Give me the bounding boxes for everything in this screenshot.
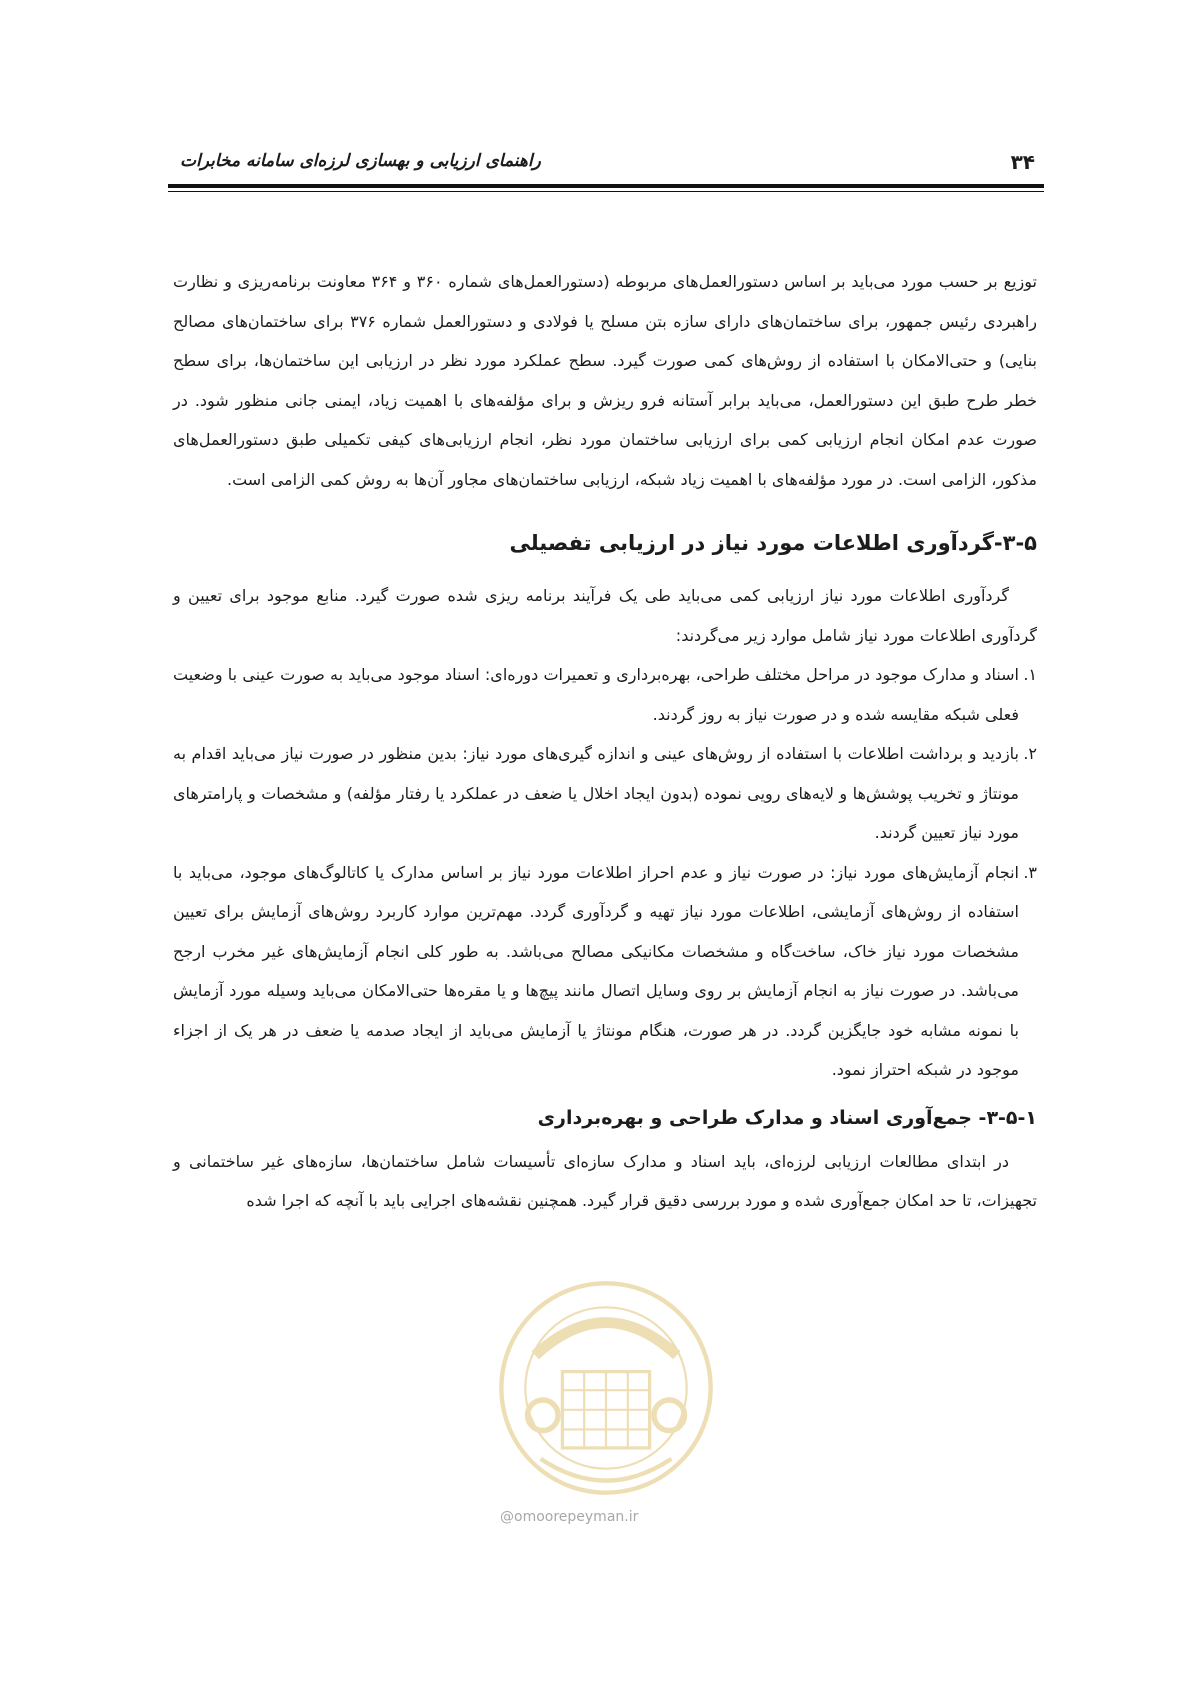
subsection-heading: ۳-۵-۱- جمع‌آوری اسناد و مدارک طراحی و بهره‌برداری bbox=[537, 1106, 1037, 1129]
list-item-text: انجام آزمایش‌های مورد نیاز: در صورت نیاز و عدم احراز اطلاعات مورد نیاز بر اساس مدارک یا کاتالوگ‌های موجود، می‌باید با استفاده از روش‌های آزمایشی، اطلاعات مورد نیاز تهیه و گردآوری گردد. مهم‌ترین موارد کاربرد روش‌های آزمایش برای تعیین مشخصات مورد نیاز خاک، ساخت‌گاه و مشخصات مکانیکی مصالح می‌باشد. به طور کلی انجام آزمایش‌های غیر مخرب ارجح می‌باشد. در صورت نیاز به انجام آزمایش بر روی وسایل اتصال مانند پیچ‌ها و یا مقره‌ها حتی‌الامکان می‌باید وسیله مورد آزمایش با نمونه مشابه خود جایگزین گردد. در هر صورت، هنگام مونتاژ یا آزمایش می‌باید از ایجاد صدمه یا ضعف در هر یک از اجزاء موجود در شبکه احتراز نمود. bbox=[173, 862, 1019, 1079]
watermark-logo bbox=[497, 1279, 715, 1497]
list-item-number: ۳. bbox=[1023, 862, 1037, 882]
header-rule-thick bbox=[168, 184, 1044, 188]
list-item bbox=[173, 655, 1037, 734]
page-number: ۳۴ bbox=[1010, 150, 1035, 174]
list-item-text: بازدید و برداشت اطلاعات با استفاده از روش‌های عینی و اندازه گیری‌های مورد نیاز: بدین منظور در صورت نیاز می‌باید اقدام به مونتاژ و تخریب پوشش‌ها و لایه‌های رویی نموده (بدون ایجاد اخلال یا ضعف در عملکرد یا رفتار مؤلفه) و مشخصات و پارامترهای مورد نیاز تعیین گردند. bbox=[173, 744, 1019, 842]
list-item-text: اسناد و مدارک موجود در مراحل مختلف طراحی، بهره‌برداری و تعمیرات دوره‌ای: اسناد موجود می‌باید به صورت عینی با وضعیت فعلی شبکه مقایسه شده و در صورت نیاز به روز گردند. bbox=[173, 665, 1019, 724]
numbered-list bbox=[173, 655, 1037, 1090]
list-item bbox=[173, 734, 1037, 853]
list-item-number: ۱. bbox=[1023, 665, 1037, 684]
list-item bbox=[173, 853, 1037, 1090]
page-body bbox=[173, 262, 1037, 1221]
section-paragraph: گردآوری اطلاعات مورد نیاز ارزیابی کمی می‌باید طی یک فرآیند برنامه ریزی شده صورت گیرد. منابع موجود برای تعیین و گردآوری اطلاعات مورد نیاز شامل موارد زیر می‌گردند: bbox=[173, 586, 1037, 645]
watermark-text: @omoorepeyman.ir bbox=[500, 1509, 639, 1525]
intro-paragraph: توزیع بر حسب مورد می‌باید بر اساس دستورالعمل‌های مربوطه (دستورالعمل‌های شماره ۳۶۰ و ۳۶۴ معاونت برنامه‌ریزی و نظارت راهبردی رئیس جمهور، برای ساختمان‌های دارای سازه بتن مسلح یا فولادی و دستورالعمل شماره ۳۷۶ برای ساختمان‌های مصالح بنایی) و حتی‌الامکان با استفاده از روش‌های کمی صورت گیرد. سطح عملکرد مورد نظر در ارزیابی این ساختمان‌ها، برای سطح خطر طرح طبق این دستورالعمل، می‌باید برابر آستانه فرو ریزش و برای مؤلفه‌های با اهمیت زیاد، ایمنی جانی منظور شود. در صورت عدم امکان انجام ارزیابی کمی برای ارزیابی ساختمان مورد نظر، انجام ارزیابی‌های کیفی تکمیلی طبق دستورالعمل‌های مذکور، الزامی است. در مورد مؤلفه‌های با اهمیت زیاد شبکه، ارزیابی ساختمان‌های مجاور آن‌ها به روش کمی الزامی است. bbox=[173, 272, 1037, 489]
list-item-number: ۲. bbox=[1023, 744, 1037, 763]
header-rule-thin bbox=[168, 191, 1044, 192]
running-title: راهنمای ارزیابی و بهسازی لرزه‌ای سامانه مخابرات bbox=[180, 151, 541, 171]
subsection-paragraph: در ابتدای مطالعات ارزیابی لرزه‌ای، باید اسناد و مدارک سازه‌ای تأسیسات شامل ساختمان‌ها، سازه‌های غیر ساختمانی و تجهیزات، تا حد امکان جمع‌آوری شده و مورد بررسی دقیق قرار گیرد. همچنین نقشه‌های اجرایی باید با آنچه که اجرا شده bbox=[173, 1151, 1037, 1210]
section-heading: ۳-۵-گردآوری اطلاعات مورد نیاز در ارزیابی تفصیلی bbox=[509, 531, 1037, 555]
